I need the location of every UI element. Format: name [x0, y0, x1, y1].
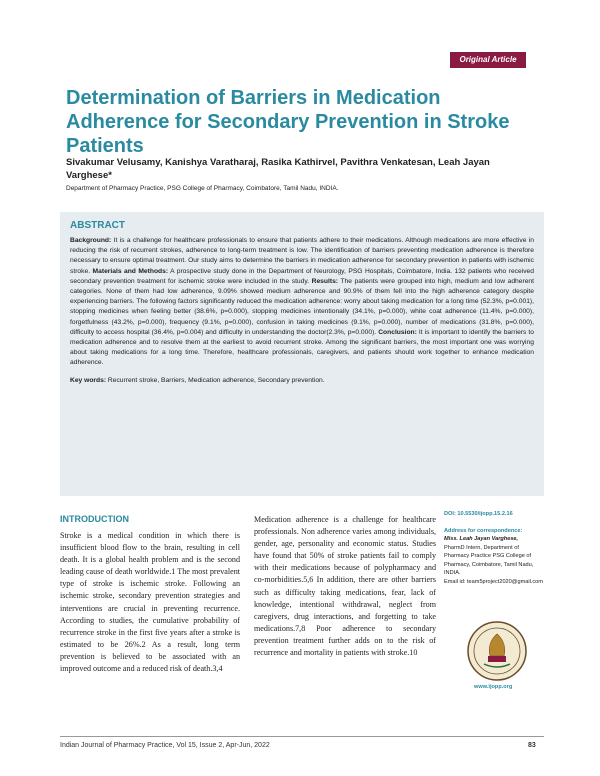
article-title: Determination of Barriers in Medication Adherence for Secondary Prevention in Stroke Patients [66, 87, 510, 157]
intro-paragraph-2: Medication adherence is a challenge for healthcare professionals. Non adherence varies among individuals, gender, age, personality and economic status. Studies have found that 50% of stroke patients fail to comply with their medications because of polypharmacy and co-morbidities.5,6 In addition, there are other barriers such as difficulty taking medications, fear, lack of knowledge, intentional withdrawal, neglect from caregivers, drug interactions, and forgetting to take medications.7,8 Poor adherence to secondary prevention treatment further adds on to the risk of recurrence and mortality in patients with stroke.10 [254, 515, 436, 658]
methods-text: A prospective study done in the Department of Neurology, PSG Hospitals, Coimbatore, India. 132 patients who received secondary prevention treatment for ischemic stroke were included in the study. [70, 267, 534, 285]
keywords [70, 376, 534, 386]
results-label: Results: [311, 277, 339, 285]
keywords-label: Key words: [70, 376, 107, 384]
conclusion-text: It is important to identify the barriers to medication adherence and to resolve them at the earliest to avoid recurrent stroke. Among the significant barriers, the most important one was worrying about taking medications for a long time. Therefore, healthcare professionals, caregivers, and patients should work together to enhance medication adherence. [70, 328, 534, 367]
doi: DOI: 10.5530/ijopp.15.2.16 [444, 511, 513, 517]
methods-label: Materials and Methods: [92, 267, 169, 275]
keywords-text: Recurrent stroke, Barriers, Medication adherence, Secondary prevention. [106, 376, 325, 384]
affiliation: Department of Pharmacy Practice, PSG College of Pharmacy, Coimbatore, Tamil Nadu, INDIA. [66, 185, 339, 192]
author-list: Sivakumar Velusamy, Kanishya Varatharaj, Rasika Kathirvel, Pavithra Venkatesan, Leah Jayan Varghese* [66, 157, 490, 181]
intro-paragraph-1: Stroke is a medical condition in which there is insufficient blood flow to the brain, resulting in cell death. It is a global health problem and is the second leading cause of death worldwide.1 The most prevalent type of stroke is ischemic stroke. Following an ischemic stroke, secondary prevention strategies and interventions are crucial in preventing recurrence. According to studies, the cumulative probability of recurrence stroke in the first five years after a stroke is estimated to be 26%.2 As a result, long term prevention is believed to be associated with an improved outcome and a reduced risk of death.3,4 [60, 531, 240, 674]
abstract-body [70, 236, 534, 369]
website-link[interactable]: www.ijopp.org [474, 684, 513, 690]
intro-column-2 [254, 514, 436, 659]
conclusion-label: Conclusion: [378, 328, 417, 336]
correspondence-heading: Address for correspondence: [444, 527, 523, 534]
journal-footer: Indian Journal of Pharmacy Practice, Vol 15, Issue 2, Apr-Jun, 2022 [60, 742, 270, 749]
background-text: It is a challenge for healthcare professionals to ensure that patients adhere to their medications. Although medications are more effective in reducing the risk of recurrent strokes, adherence to long-term treatment is low. The identification of barriers preventing medication adherence is therefore necessary to ensure optimal treatment. Our study aims to determine the barriers in medication adherence for secondary prevention in patients with ischemic stroke. [70, 237, 534, 275]
sidebar [444, 510, 544, 586]
background-label: Background: [70, 237, 112, 244]
footer-divider [60, 736, 544, 737]
results-text: The patients were grouped into high, medium and low adherent categories. None of them had low adherence, 9.09% showed medium adherence and 90.9% of them fell into the high adherence category despite experiencing barriers. The following factors significantly reduced the medication adherence: worry about taking medication for a long time (52.3%, p=0.001), stopping medicines when feeling better (38.6%, p=0.000), stopping medicines intentionally (34.1%, p=0.000), white coat adherence (11.4%, p=0.000), forgetfulness (43.2%, p=0.000), frequency (9.1%, p=0.000), confusion in taking medicines (9.1%, p=0.000), number of medications (31.8%, p=0.000), difficulty to access hospital (36.4%, p=0.004) and difficulty in understanding the doctor(2.3%, p=0.000). [70, 277, 534, 336]
correspondence-name: Miss. Leah Jayan Varghese, [444, 536, 519, 542]
abstract-heading: ABSTRACT [70, 220, 125, 231]
correspondence-address: PharmD Intern, Department of Pharmacy Practice PSG College of Pharmacy, Coimbatore, Tamil Nadu, INDIA. [444, 544, 534, 576]
correspondence-email: Email id: team5project2020@gmail.com [444, 578, 543, 585]
journal-seal-icon [466, 620, 528, 682]
page-number: 83 [528, 742, 536, 749]
intro-heading: INTRODUCTION [60, 514, 129, 524]
article-type-badge: Original Article [450, 52, 526, 68]
abstract-box [60, 212, 544, 496]
intro-column-1 [60, 514, 240, 675]
